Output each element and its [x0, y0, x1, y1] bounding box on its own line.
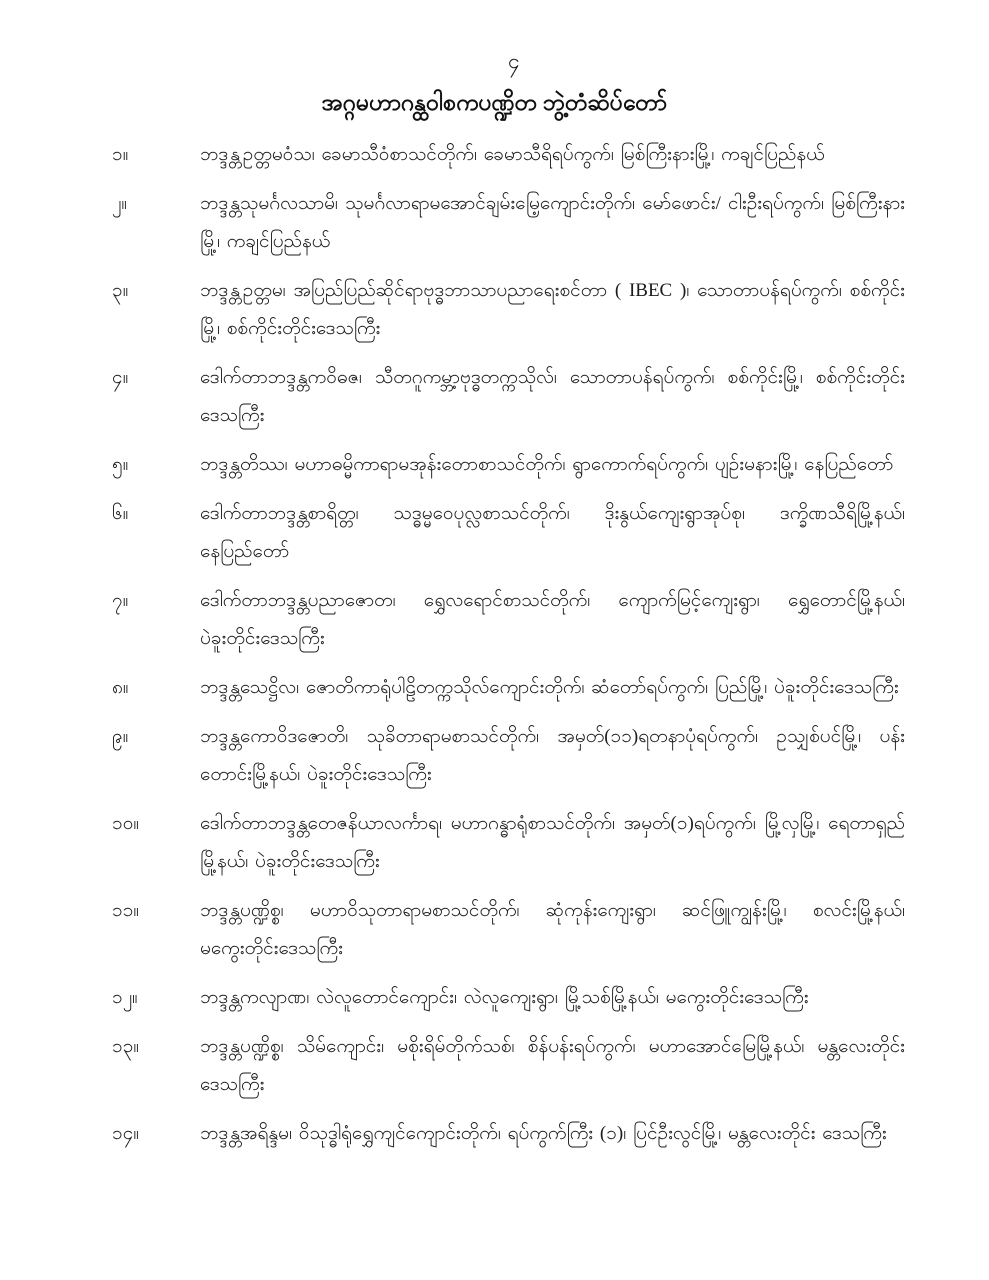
page-number: ၄: [508, 49, 521, 73]
page-title: အဂ္ဂမဟာဂန္ထဝါစကပဏ္ဍိတ ဘွဲ့တံဆိပ်တော်: [321, 90, 668, 115]
item-number: ၆။: [112, 503, 129, 524]
item-text: ဘဒ္ဒန္တကောဝိဒဇောတိ၊ သုခိတာရာမစာသင်တိုက်၊ အမှတ်(၁၁)ရတနာပုံရပ်ကွက်၊ ဥသျှစ်ပင်မြို့၊ ပန်းတောင်းမြို့နယ်၊ ပဲခူးတိုင်းဒေသကြီး: [200, 726, 905, 785]
item-number: ၇။: [112, 590, 129, 611]
list-item: [112, 979, 905, 1017]
list-item: [112, 582, 905, 658]
item-number: ၁။: [112, 144, 129, 165]
item-number: ၈။: [112, 677, 129, 698]
item-number: ၁၀။: [112, 813, 140, 834]
item-number: ၃။: [112, 280, 129, 301]
list-item: [112, 185, 905, 261]
item-number: ၁၁။: [112, 900, 140, 921]
item-text: ဘဒ္ဒန္တပဏ္ဍိစ္စ၊ မဟာဝိသုတာရာမစာသင်တိုက်၊ ဆုံကုန်းကျေးရွာ၊ ဆင်ဖြူကျွန်းမြို့၊ စလင်းမြို့နယ်၊ မကွေးတိုင်းဒေသကြီး: [200, 900, 905, 959]
item-number: ၅။: [112, 454, 129, 475]
list-item: [112, 805, 905, 881]
item-number: ၁၃။: [112, 1036, 140, 1057]
list-item: [112, 1115, 905, 1153]
list-item: [112, 669, 905, 707]
item-text: ဒေါက်တာဘဒ္ဒန္တတေဇနိယာလင်္ကာရ၊ မဟာဂန္ဓာရုံစာသင်တိုက်၊ အမှတ်(၁)ရပ်ကွက်၊ မြို့လှမြို့၊ ရေတာရှည်မြို့နယ်၊ ပဲခူးတိုင်းဒေသကြီး: [200, 813, 905, 872]
list-item: [112, 359, 905, 435]
item-text: ဒေါက်တာဘဒ္ဒန္တစာရိတ္တ၊ သဒ္ဓမ္မဝေပုလ္လစာသင်တိုက်၊ ဒိုးနွယ်ကျေးရွာအုပ်စု၊ ဒက္ခိဏသီရိမြို့နယ်၊ နေပြည်တော်: [200, 503, 905, 562]
item-text: ဘဒ္ဒန္တကလျာဏ၊ လဲလူတောင်ကျောင်း၊ လဲလူကျေးရွာ၊ မြို့သစ်မြို့နယ်၊ မကွေးတိုင်းဒေသကြီး: [200, 987, 809, 1008]
list-item: [112, 1028, 905, 1104]
item-text: ဘဒ္ဒန္တအရိန္ဒမ၊ ဝိသုဒ္ဓါရုံရွှေကျင်ကျောင်းတိုက်၊ ရပ်ကွက်ကြီး (၁)၊ ပြင်ဦးလွင်မြို့၊ မန္တလေးတိုင်း ဒေသကြီး: [200, 1123, 887, 1144]
list-item: [112, 718, 905, 794]
list-item: [112, 892, 905, 968]
item-text: ဘဒ္ဒန္တတိဿ၊ မဟာဓမ္မိကာရာမအုန်းတောစာသင်တိုက်၊ ရွာကောက်ရပ်ကွက်၊ ပျဉ်းမနားမြို့၊ နေပြည်တော်: [200, 454, 894, 475]
item-number: ၉။: [112, 726, 129, 747]
honoree-list: [0, 136, 989, 1153]
item-text: ဘဒ္ဒန္တဥတ္တမ၊ အပြည်ပြည်ဆိုင်ရာဗုဒ္ဓဘာသာပညာရေးစင်တာ ( IBEC )၊ သောတာပန်ရပ်ကွက်၊ စစ်ကိုင်းမြို့၊ စစ်ကိုင်းတိုင်းဒေသကြီး: [200, 280, 905, 339]
item-text: ဘဒ္ဒန္တပဏ္ဍိစ္စ၊ သိမ်ကျောင်း၊ မစိုးရိမ်တိုက်သစ်၊ စိန်ပန်းရပ်ကွက်၊ မဟာအောင်မြေမြို့နယ်၊ မန္တလေးတိုင်းဒေသကြီး: [200, 1036, 905, 1095]
item-text: ဘဒ္ဒန္တသုမင်္ဂလသာမိ၊ သုမင်္ဂလာရာမအောင်ချမ်းမြေ့ကျောင်းတိုက်၊ မော်ဖောင်း/ ငါးဦးရပ်ကွက်၊ မြစ်ကြီးနားမြို့၊ ကချင်ပြည်နယ်: [200, 193, 905, 252]
list-item: [112, 272, 905, 348]
list-item: [112, 136, 905, 174]
item-text: ဒေါက်တာဘဒ္ဒန္တကဝိဓဇ၊ သီတဂူကမ္ဘာ့ဗုဒ္ဓတက္ကသိုလ်၊ သောတာပန်ရပ်ကွက်၊ စစ်ကိုင်းမြို့၊ စစ်ကိုင်းတိုင်းဒေသကြီး: [200, 367, 905, 426]
item-text: ဒေါက်တာဘဒ္ဒန္တပညာဇောတ၊ ရွှေလရောင်စာသင်တိုက်၊ ကျောက်မြင့်ကျေးရွာ၊ ရွှေတောင်မြို့နယ်၊ ပဲခူးတိုင်းဒေသကြီး: [200, 590, 905, 649]
item-number: ၂။: [112, 193, 128, 214]
item-number: ၁၄။: [112, 1123, 140, 1144]
item-text: ဘဒ္ဒန္တသေဋ္ဌိလ၊ ဇောတိကာရုံပါဠိတက္ကသိုလ်ကျောင်းတိုက်၊ ဆံတော်ရပ်ကွက်၊ ပြည်မြို့၊ ပဲခူးတိုင်းဒေသကြီး: [200, 677, 899, 698]
item-number: ၁၂။: [112, 987, 138, 1008]
item-number: ၄။: [112, 367, 129, 388]
list-item: [112, 495, 905, 571]
item-text: ဘဒ္ဒန္တဥတ္တမဝံသ၊ ခေမာသီဝံစာသင်တိုက်၊ ခေမာသီရိရပ်ကွက်၊ မြစ်ကြီးနားမြို့၊ ကချင်ပြည်နယ်: [200, 144, 825, 165]
list-item: [112, 446, 905, 484]
